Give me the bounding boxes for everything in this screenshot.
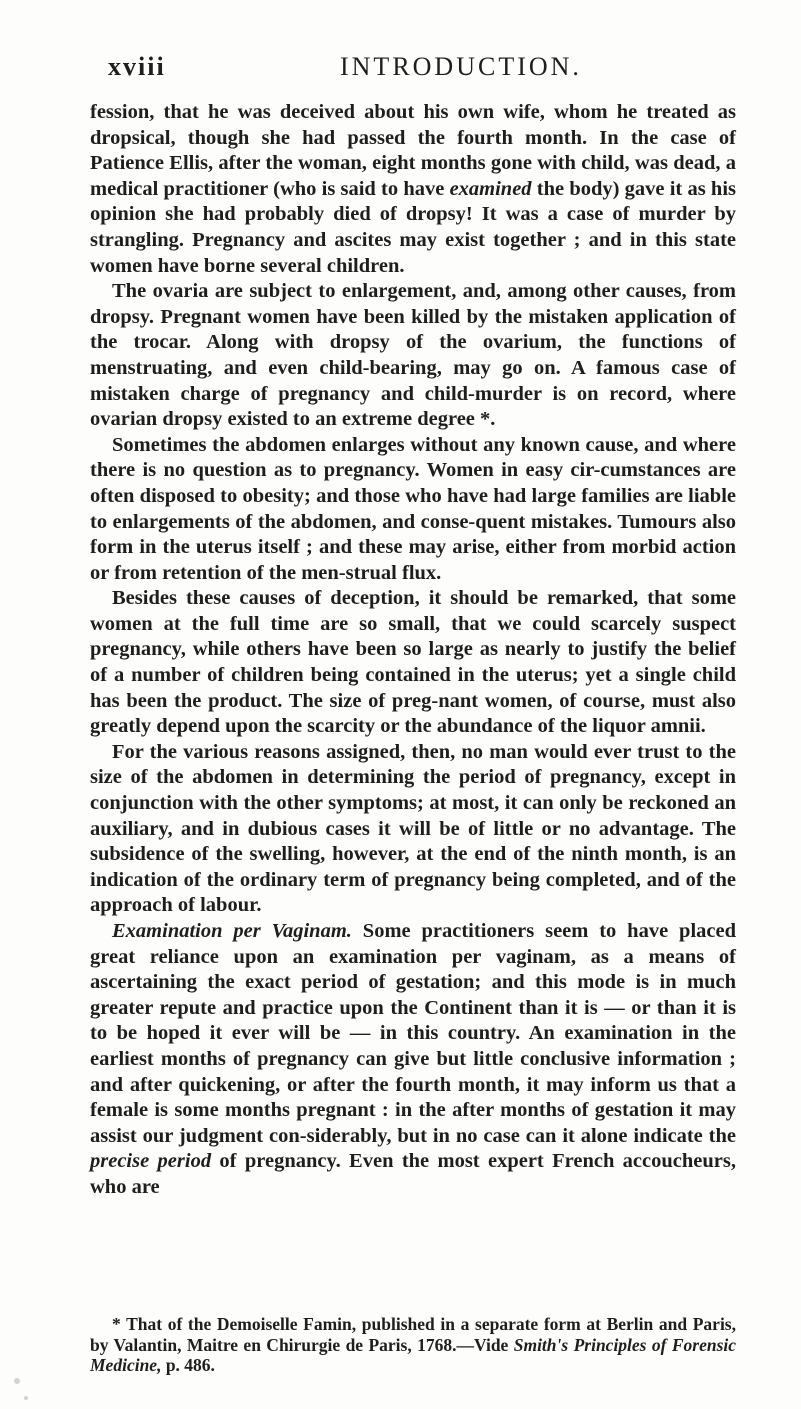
paragraph-2: The ovaria are subject to enlargement, and, among other causes, from dropsy. Pregnant women have been killed by the mistaken application of the trocar. Along with dropsy of the ovarium, the functions of menstruating, and even child-bearing, may go on. A famous case of mistaken charge of pregnancy and child-murder is on record, where ovarian dropsy existed to an extreme degree *. <box>90 280 736 431</box>
footnote-text <box>90 1314 736 1376</box>
running-head <box>108 52 708 92</box>
paragraph-1-italic: examined <box>449 177 532 200</box>
paragraph-6-text-d: of pregnancy. Even the most expert French accoucheurs, who are <box>90 1150 736 1198</box>
paragraph-1 <box>90 100 736 279</box>
footnote-text-a: * That of the Demoiselle Famin, published in a separate form at Berlin and Paris, by Valantin, Maitre en Chirurgie de Paris, 1768.—Vide <box>90 1314 736 1355</box>
section-heading-examination: Examination per Vaginam. <box>112 920 352 942</box>
paragraph-6-text-b: Some practitioners seem to have placed great reliance upon an examination per vaginam, as a means of ascertaining the exact period of gestation; and this mode is in much greater repute and practice upon the Continent than it is — or than it is to be hoped it ever will be — in this country. An examination in the earliest months of pregnancy can give but little conclusive information ; and after quickening, or after the fourth month, it may inform us that a female is some months pregnant : in the after months of gestation it may assist our judgment con-siderably, but in no case can it alone indicate the <box>90 920 737 1147</box>
paragraph-5: For the various reasons assigned, then, no man would ever trust to the size of the abdomen in determining the period of pregnancy, except in conjunction with the other symptoms; at most, it can only be reckoned an auxiliary, and in dubious cases it will be of little or no advantage. The subsidence of the swelling, however, at the end of the ninth month, is an indication of the ordinary term of pregnancy being completed, and of the approach of labour. <box>90 740 736 917</box>
paragraph-1-text-a: fession, that he was deceived about his own wife, whom he treated as dropsical, though she had passed the fourth month. In the case of Patience Ellis, after the woman, eight months gone with child, was dead, a medical practitioner (who is said to have <box>90 101 736 200</box>
body-text <box>90 100 736 1201</box>
footnote-text-c: p. 486. <box>161 1355 215 1375</box>
footnote-citation: Smith's Principles of Forensic Medicine, <box>90 1334 737 1375</box>
paragraph-6-italic: precise period <box>90 1150 212 1173</box>
paragraph-6 <box>90 919 736 1201</box>
paragraph-3: Sometimes the abdomen enlarges without any known cause, and where there is no question as to pregnancy. Women in easy cir-cumstances are often disposed to obesity; and those who have had large families are liable to enlargements of the abdomen, and conse-quent mistakes. Tumours also form in the uterus itself ; and these may arise, either from morbid action or from retention of the men-strual flux. <box>90 433 736 584</box>
paragraph-4: Besides these causes of deception, it should be remarked, that some women at the full time are so small, that we could scarcely suspect pregnancy, while others have been so large as nearly to justify the belief of a number of children being contained in the uterus; yet a single child has been the product. The size of preg-nant women, of course, must also greatly depend upon the scarcity or the abundance of the liquor amnii. <box>90 587 736 738</box>
paper-blemish <box>14 1378 20 1384</box>
paper-blemish <box>24 1396 28 1400</box>
paragraph-1-text-c: the body) gave it as his opinion she had probably died of dropsy! It was a case of murder by strangling. Pregnancy and ascites may exist together ; and in this state women have borne several children. <box>90 177 736 277</box>
page-number: xviii <box>108 52 166 81</box>
running-title: INTRODUCTION. <box>340 52 582 81</box>
footnote <box>90 1314 736 1376</box>
